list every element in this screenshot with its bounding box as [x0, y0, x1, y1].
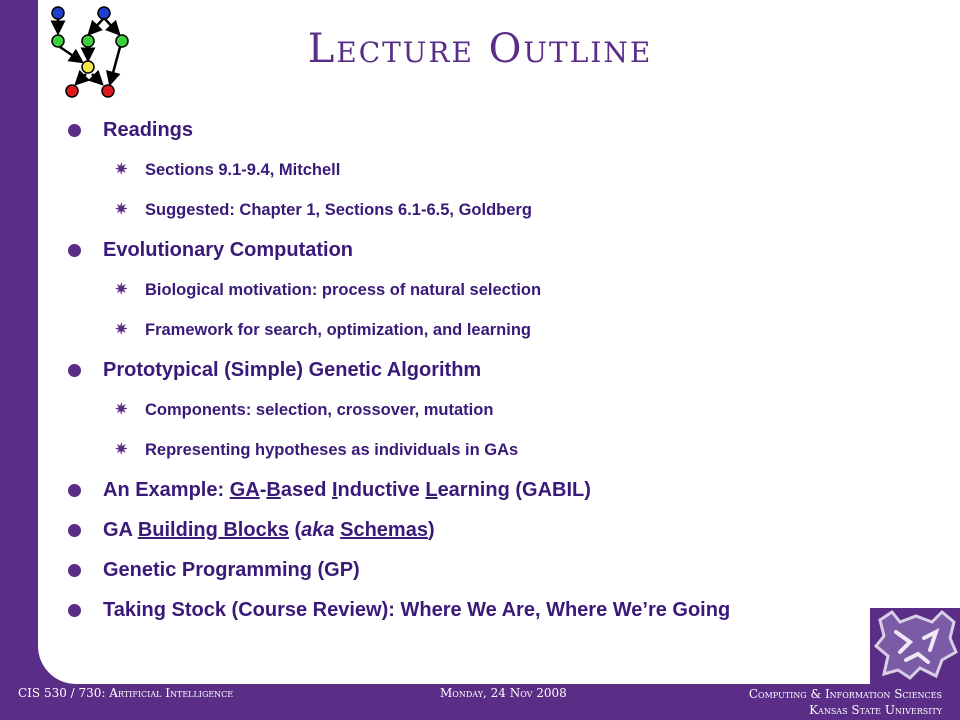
gabil-dash: - [259, 479, 267, 501]
bullet-dot-icon [68, 564, 81, 577]
outline-item [66, 230, 886, 270]
outline-subitem-text: Framework for search, optimization, and learning [145, 321, 531, 339]
outline-subitem [66, 150, 886, 190]
outline-subitem-text: Suggested: Chapter 1, Sections 6.1-6.5, Goldberg [145, 201, 532, 219]
outline-item-text: Evolutionary Computation [103, 239, 353, 261]
outline-subitem [66, 310, 886, 350]
footer-course: CIS 530 / 730: Artificial Intelligence [18, 686, 234, 700]
asterisk-bullet-icon: ✷ [115, 401, 128, 418]
bullet-dot-icon [68, 604, 81, 617]
outline-subitem [66, 390, 886, 430]
asterisk-bullet-icon: ✷ [115, 161, 128, 178]
outline-item [66, 590, 886, 630]
gabil-b: B [266, 479, 281, 501]
footer-department-line2: Kansas State University [809, 703, 942, 717]
outline-item-text: Genetic Programming (GP) [103, 559, 360, 581]
outline-item-building-blocks [66, 510, 886, 550]
outline-item-text: Readings [103, 119, 194, 141]
gabil-l: L [425, 479, 438, 501]
footer-department [749, 686, 942, 718]
outline-item [66, 550, 886, 590]
bb-aka: aka [301, 519, 335, 541]
bb-paren-open: ( [288, 519, 302, 541]
outline-list [66, 110, 886, 630]
footer-bar [0, 684, 960, 720]
bb-paren-close: ) [427, 519, 435, 541]
bb-schemas: Schemas [340, 519, 428, 541]
asterisk-bullet-icon: ✷ [115, 281, 128, 298]
asterisk-bullet-icon: ✷ [115, 201, 128, 218]
outline-subitem-text: Sections 9.1-9.4, Mitchell [145, 161, 341, 179]
asterisk-bullet-icon: ✷ [115, 321, 128, 338]
gabil-i: I [331, 479, 338, 501]
gabil-nductive: nductive [337, 479, 426, 501]
ksu-wildcat-logo-icon [870, 608, 960, 684]
outline-subitem-text: Representing hypotheses as individuals in GAs [145, 441, 519, 459]
bullet-dot-icon [68, 124, 81, 137]
asterisk-bullet-icon: ✷ [115, 441, 128, 458]
slide-title: Lecture Outline [307, 26, 653, 72]
outline-item-text: Prototypical (Simple) Genetic Algorithm [103, 359, 482, 381]
outline-subitem [66, 430, 886, 470]
outline-item [66, 350, 886, 390]
bullet-dot-icon [68, 524, 81, 537]
outline-subitem [66, 190, 886, 230]
outline-subitem-text: Biological motivation: process of natural selection [145, 281, 542, 299]
footer-department-line1: Computing & Information Sciences [748, 687, 942, 701]
outline-item-text: Taking Stock (Course Review): Where We Are, Where We’re Going [103, 599, 731, 621]
outline-item-gabil [66, 470, 886, 510]
outline-subitem-text: Components: selection, crossover, mutation [145, 401, 494, 419]
bb-prefix: GA [103, 519, 138, 541]
gabil-earning: earning (GABIL) [437, 479, 591, 501]
outline-item [66, 110, 886, 150]
bullet-dot-icon [68, 364, 81, 377]
bullet-dot-icon [68, 244, 81, 257]
gabil-ga: GA [229, 479, 260, 501]
outline-subitem [66, 270, 886, 310]
bb-building-blocks: Building Blocks [137, 519, 289, 541]
gabil-prefix: An Example: [103, 479, 230, 501]
gabil-ased: ased [280, 479, 332, 501]
footer-date: Monday, 24 Nov 2008 [440, 686, 567, 700]
bullet-dot-icon [68, 484, 81, 497]
